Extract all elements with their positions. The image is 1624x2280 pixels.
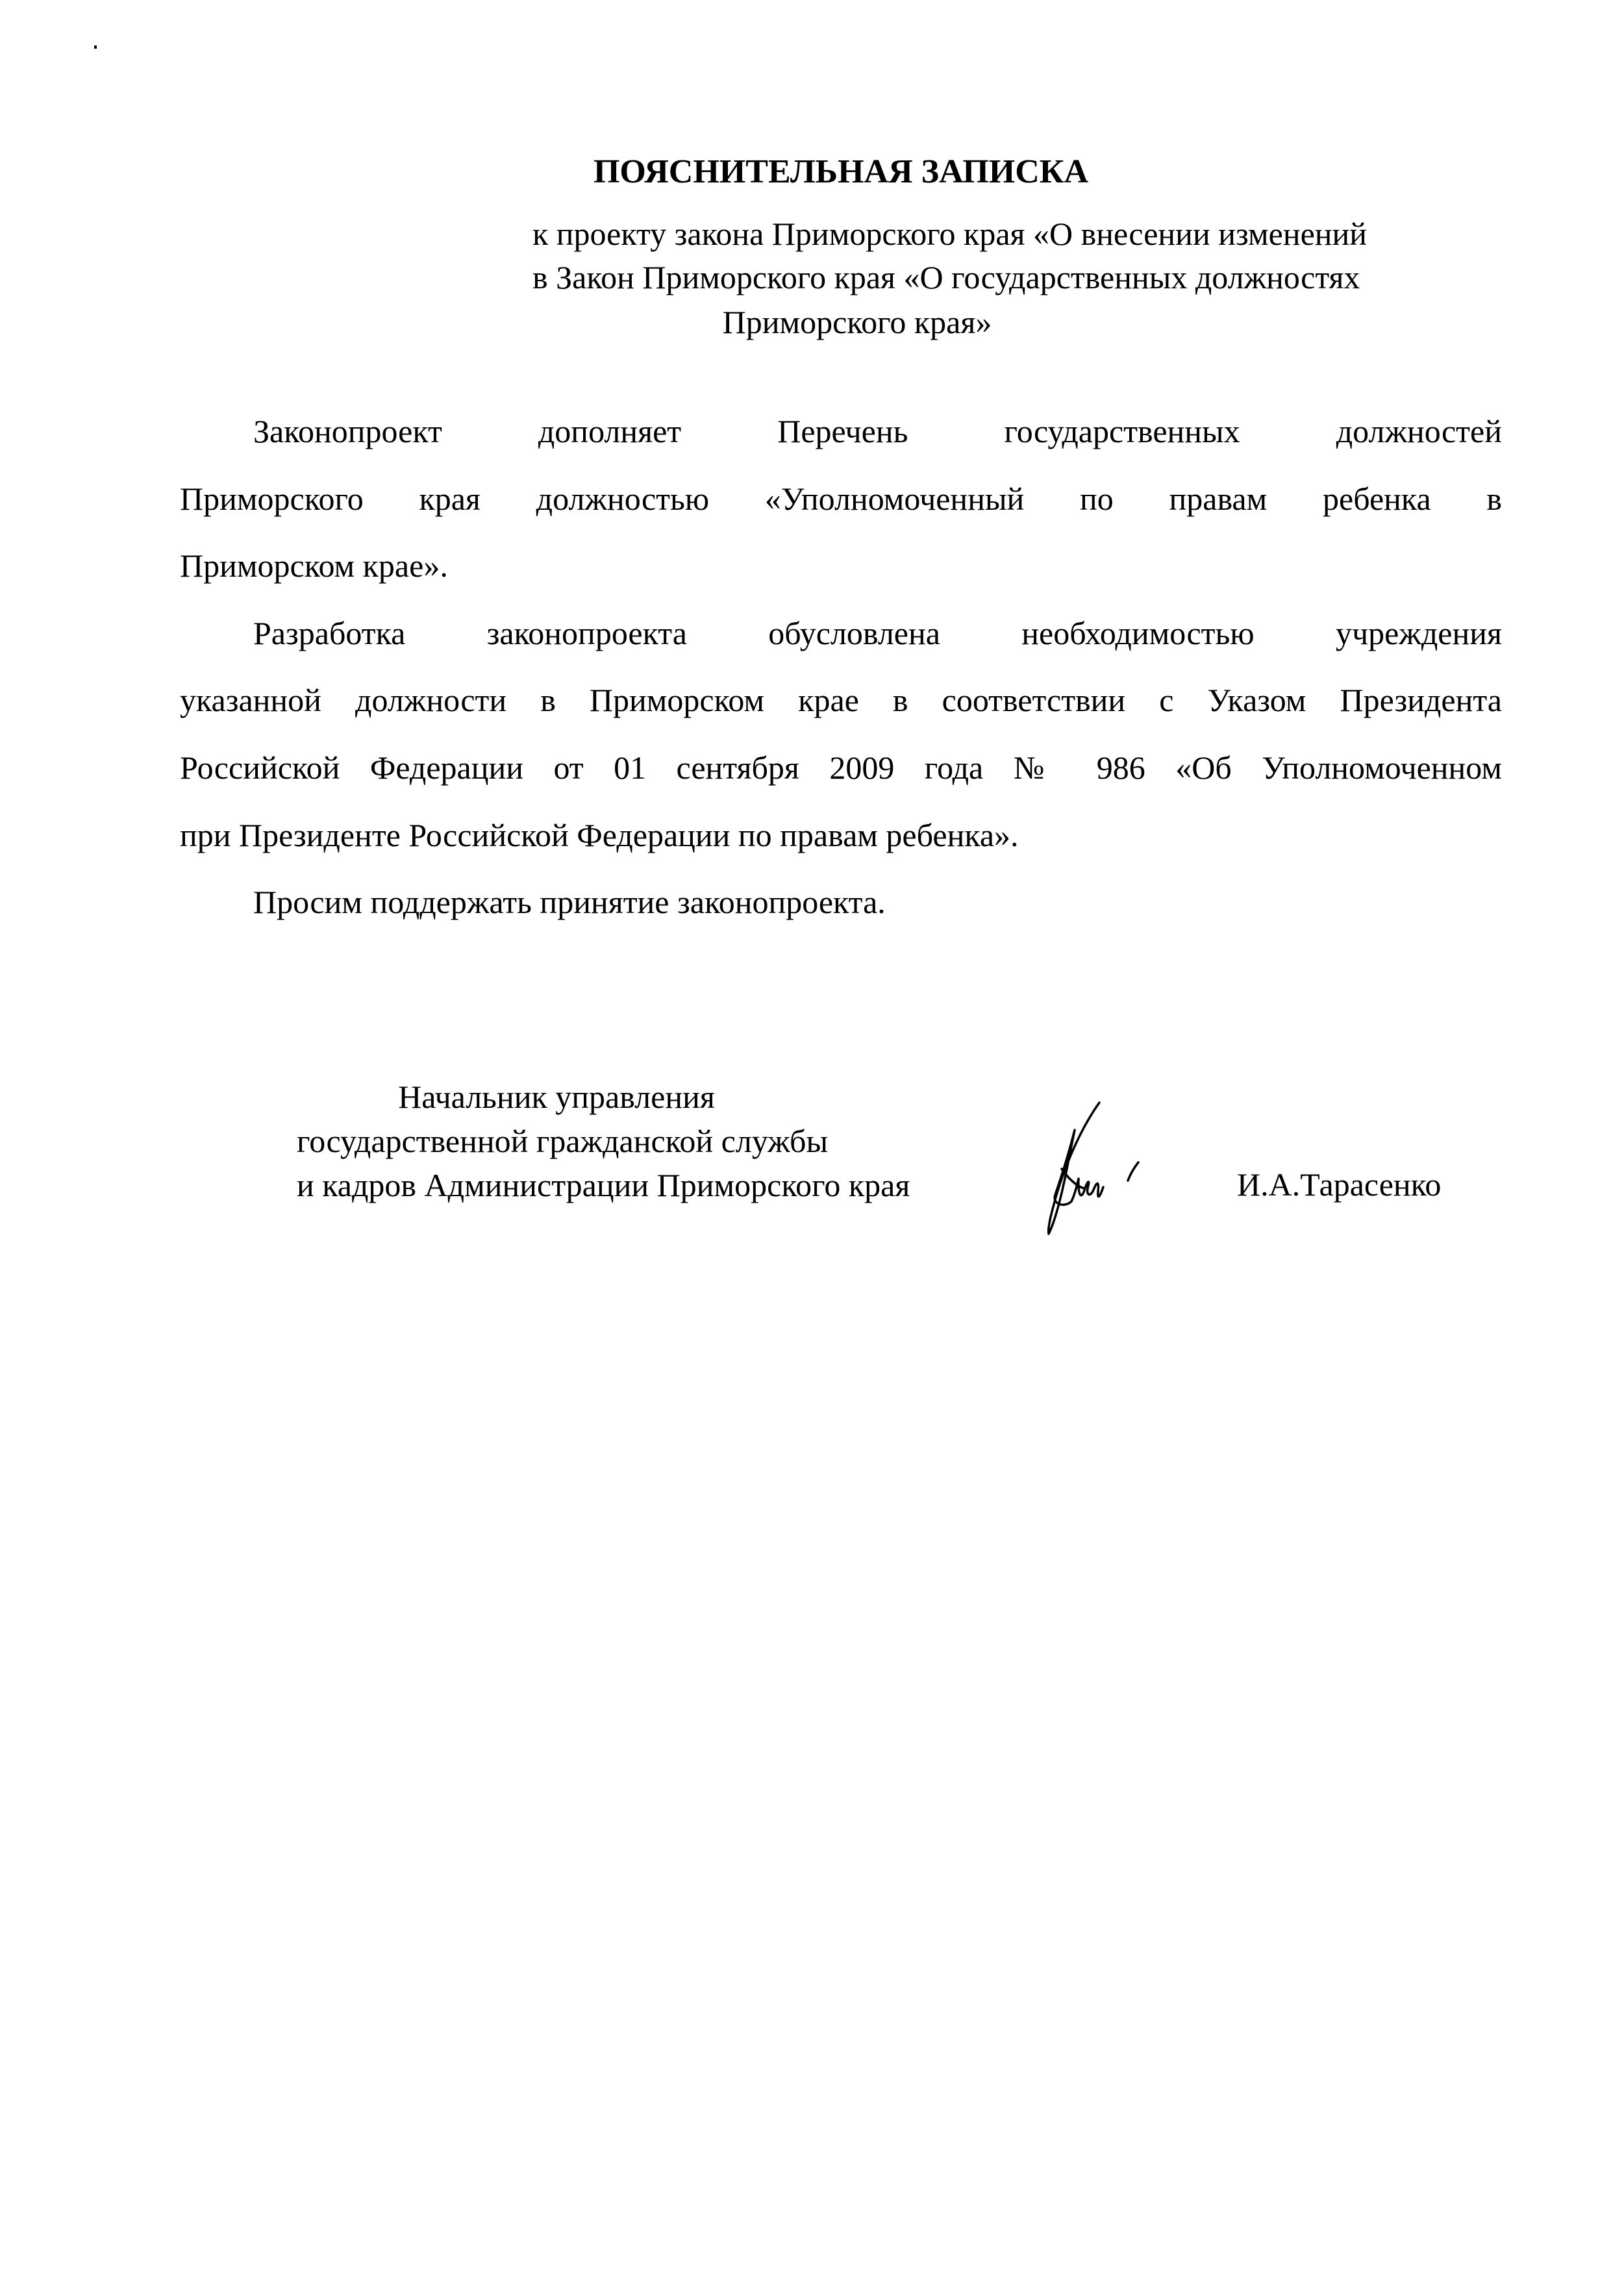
paragraph-3	[180, 869, 1502, 936]
paragraph-1	[180, 398, 1502, 600]
document-title: ПОЯСНИТЕЛЬНАЯ ЗАПИСКА	[593, 153, 1089, 190]
position-line: государственной гражданской службы	[297, 1123, 829, 1159]
text-line: Разработка законопроекта обусловлена необходимостью учреждения	[253, 614, 1502, 651]
signatory-name: И.А.Тарасенко	[1237, 1166, 1442, 1203]
scan-speck	[94, 45, 97, 49]
text-line: Приморского края должностью «Уполномоченный по правам ребенка в	[180, 480, 1502, 517]
text-line: Законопроект дополняет Перечень государственных должностей	[253, 413, 1502, 449]
position-line: Начальник управления	[398, 1079, 715, 1115]
handwritten-signature	[1023, 1097, 1179, 1240]
paragraph-2	[180, 600, 1502, 869]
position-line: и кадров Администрации Приморского края	[297, 1167, 910, 1203]
signatory-position	[297, 1075, 910, 1207]
text-line: Приморском крае».	[180, 547, 448, 584]
text-line: Российской Федерации от 01 сентября 2009 года № 986 «Об Уполномоченном	[180, 749, 1502, 786]
subtitle-line: в Закон Приморского края «О государственных должностях	[532, 259, 1360, 295]
text-line: при Президенте Российской Федерации по правам ребенка».	[180, 816, 1019, 853]
subtitle-line: к проекту закона Приморского края «О внесении изменений	[532, 216, 1368, 252]
subtitle-line: Приморского края»	[722, 304, 992, 340]
text-line: указанной должности в Приморском крае в соответствии с Указом Президента	[180, 682, 1502, 719]
text-line: Просим поддержать принятие законопроекта.	[253, 884, 886, 921]
document-body	[180, 398, 1502, 936]
